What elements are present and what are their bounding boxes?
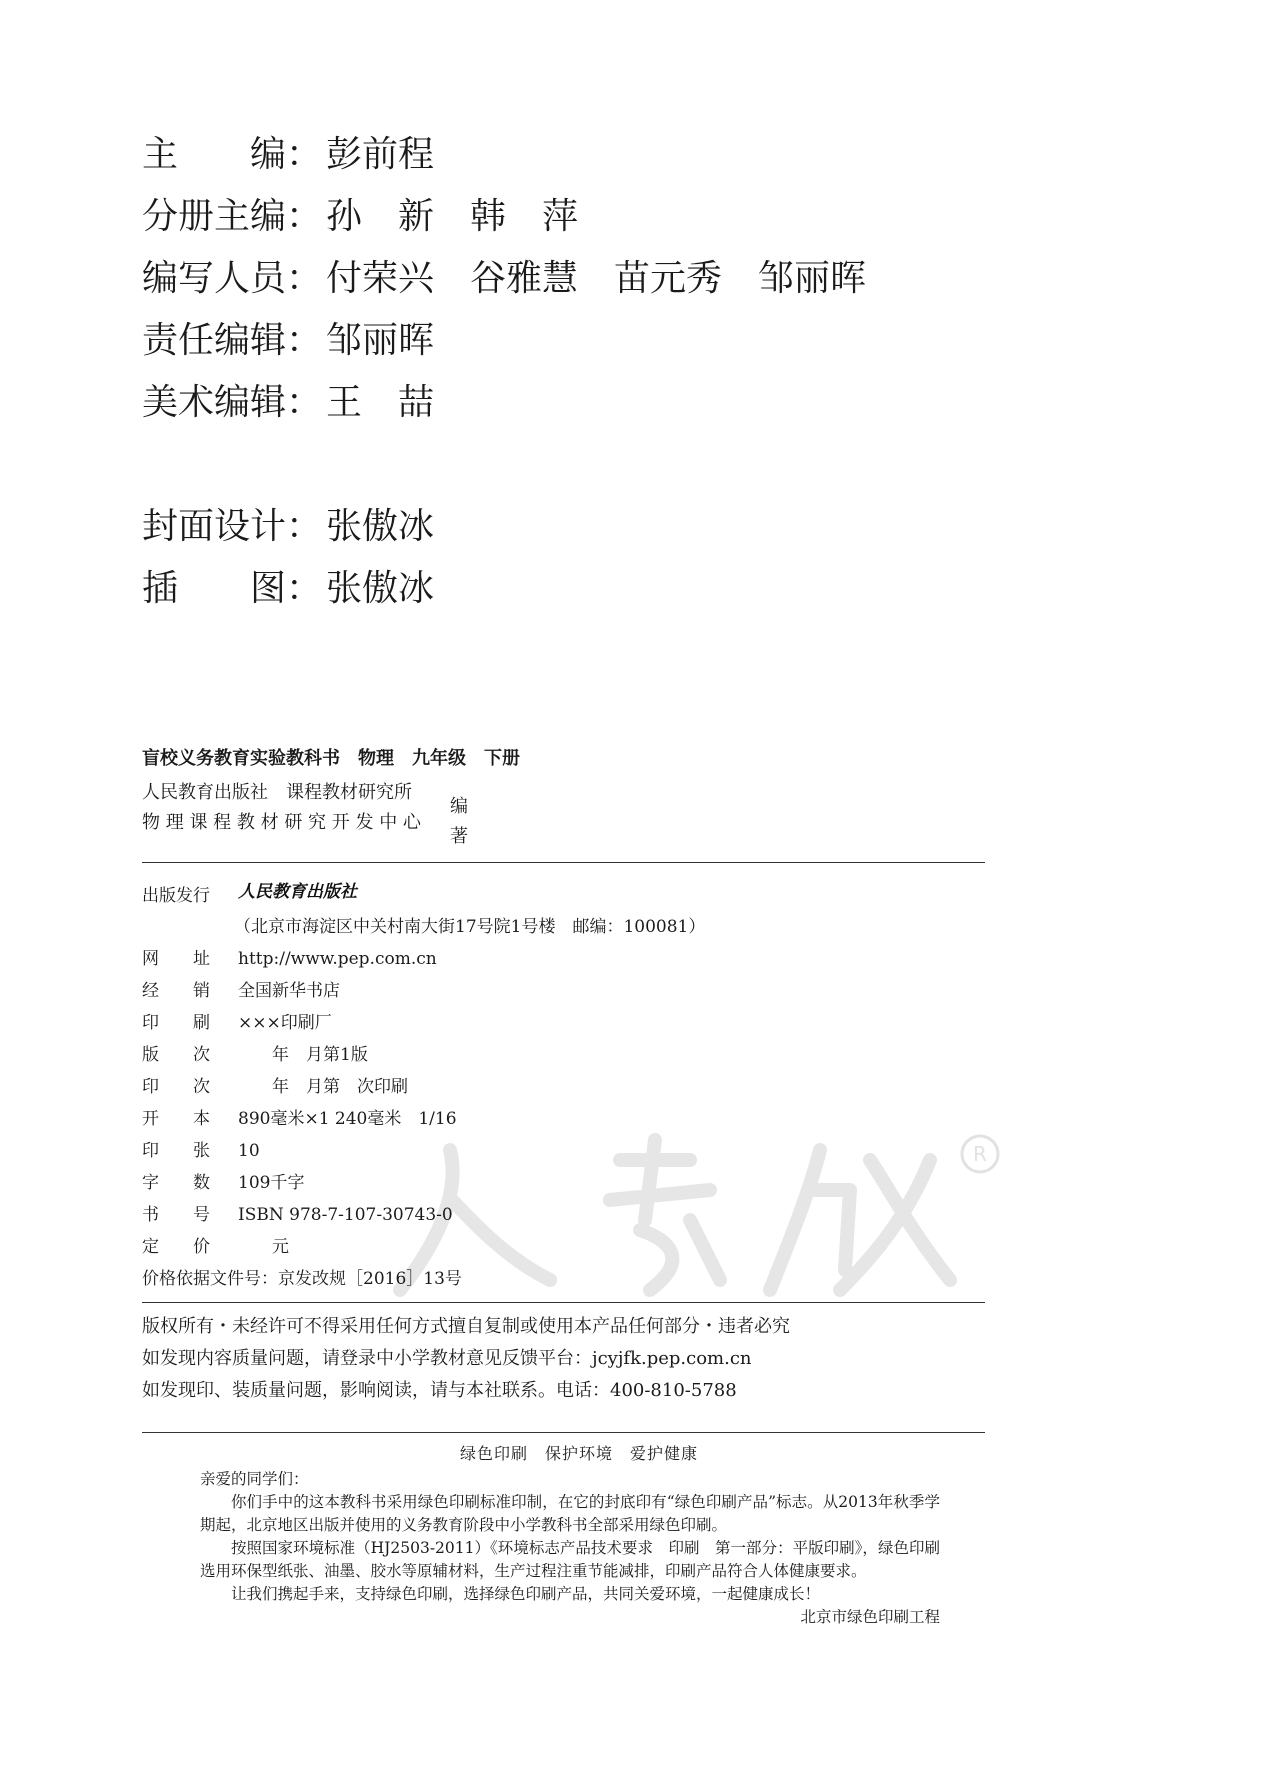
info-label: 定 价 xyxy=(142,1237,210,1257)
info-label: 印 次 xyxy=(142,1077,210,1097)
watermark-logo-icon xyxy=(390,1130,1010,1300)
credit-row-responsible-editor xyxy=(142,316,434,366)
publisher-logo-icon xyxy=(238,880,368,902)
info-row-edition xyxy=(142,1040,368,1070)
info-value: 10 xyxy=(238,1141,260,1161)
info-value: ISBN 978-7-107-30743-0 xyxy=(238,1205,453,1225)
credit-row-chief-editor xyxy=(142,130,434,180)
info-row-price-basis: 价格依据文件号：京发改规［2016］13号 xyxy=(142,1269,462,1289)
credit-row-illustration xyxy=(142,564,434,614)
info-row-website xyxy=(142,944,437,974)
credit-row-writers xyxy=(142,254,866,304)
info-row-isbn xyxy=(142,1200,453,1230)
info-label: 字 数 xyxy=(142,1173,210,1193)
green-greeting: 亲爱的同学们： xyxy=(200,1470,309,1488)
publisher-logo-text: 人民教育出版社 xyxy=(238,882,357,902)
info-row-format xyxy=(142,1104,457,1134)
credit-names: 邹丽晖 xyxy=(326,320,435,361)
credit-label: 封面设计： xyxy=(142,506,323,547)
info-row-publisher xyxy=(142,880,368,910)
info-value: 109千字 xyxy=(238,1173,305,1193)
green-printing-title: 绿色印刷 保护环境 爱护健康 xyxy=(460,1444,699,1463)
credit-label: 编写人员： xyxy=(142,258,323,299)
credit-row-volume-editor xyxy=(142,192,578,242)
credit-names: 彭前程 xyxy=(326,134,435,175)
info-row-word-count xyxy=(142,1168,304,1198)
credit-names: 张傲冰 xyxy=(326,568,435,609)
book-publishers xyxy=(142,778,421,838)
info-row-price xyxy=(142,1232,289,1262)
info-row-printing xyxy=(142,1072,408,1102)
green-paragraph: 你们手中的这本教科书采用绿色印刷标准印制，在它的封底印有“绿色印刷产品”标志。从2013年秋季学期起，北京地区出版并使用的义务教育阶段中小学教科书全部采用绿色印刷。 xyxy=(200,1493,940,1534)
credit-label: 美术编辑： xyxy=(142,382,323,423)
info-row-sheets xyxy=(142,1136,260,1166)
credit-names: 付荣兴 谷雅慧 苗元秀 邹丽晖 xyxy=(326,258,867,299)
info-value: 全国新华书店 xyxy=(238,981,340,1001)
credit-label: 插 图： xyxy=(142,568,323,609)
watermark xyxy=(390,1130,1010,1304)
credit-row-cover-design xyxy=(142,502,434,552)
publisher-line: 物 理 课 程 教 材 研 究 开 发 中 心 xyxy=(142,812,421,833)
info-label: 开 本 xyxy=(142,1109,210,1129)
info-label: 出版发行 xyxy=(142,885,210,906)
info-label: 网 址 xyxy=(142,949,210,969)
green-signature: 北京市绿色印刷工程 xyxy=(800,1608,940,1626)
credit-names: 王 喆 xyxy=(326,382,435,423)
info-row-printer xyxy=(142,1008,332,1038)
info-label: 书 号 xyxy=(142,1205,210,1225)
info-label: 印 刷 xyxy=(142,1013,210,1033)
info-row-address: （北京市海淀区中关村南大街17号院1号楼 邮编：100081） xyxy=(234,917,706,937)
info-value: 890毫米×1 240毫米 1/16 xyxy=(238,1109,457,1129)
credit-label: 责任编辑： xyxy=(142,320,323,361)
editor-role: 编著 xyxy=(450,796,468,847)
credit-label: 分册主编： xyxy=(142,196,323,237)
credit-names: 张傲冰 xyxy=(326,506,435,547)
divider xyxy=(142,1432,985,1433)
publisher-line: 人民教育出版社 课程教材研究所 xyxy=(142,782,412,803)
info-value: 元 xyxy=(238,1237,289,1257)
credit-label: 主 编： xyxy=(142,134,323,175)
svg-text:R: R xyxy=(973,1142,987,1166)
credit-row-art-editor xyxy=(142,378,434,428)
publisher-logo xyxy=(238,880,368,912)
info-label: 版 次 xyxy=(142,1045,210,1065)
info-label: 印 张 xyxy=(142,1141,210,1161)
green-paragraph: 按照国家环境标准（HJ2503-2011）《环境标志产品技术要求 印刷 第一部分：平版印刷》，绿色印刷选用环保型纸张、油墨、胶水等原辅材料，生产过程注重节能减排，印刷产品符合人体健康要求。 xyxy=(200,1539,940,1580)
divider xyxy=(142,1302,985,1303)
green-paragraph: 让我们携起手来，支持绿色印刷，选择绿色印刷产品，共同关爱环境，一起健康成长！ xyxy=(231,1585,821,1603)
info-label: 经 销 xyxy=(142,981,210,1001)
info-value: 年 月第1版 xyxy=(238,1045,368,1065)
info-value: 年 月第 次印刷 xyxy=(238,1077,408,1097)
copyright-notice: 版权所有・未经许可不得采用任何方式擅自复制或使用本产品任何部分・违者必究 xyxy=(142,1316,790,1337)
print-quality-notice: 如发现印、装质量问题，影响阅读，请与本社联系。电话：400-810-5788 xyxy=(142,1380,737,1401)
book-title: 盲校义务教育实验教科书 物理 九年级 下册 xyxy=(142,748,520,769)
content-feedback-notice: 如发现内容质量问题，请登录中小学教材意见反馈平台：jcyjfk.pep.com.cn xyxy=(142,1348,752,1369)
info-value: ×××印刷厂 xyxy=(238,1013,332,1033)
info-value: http://www.pep.com.cn xyxy=(238,949,437,969)
divider xyxy=(142,862,985,863)
info-row-distribution xyxy=(142,976,340,1006)
credit-names: 孙 新 韩 萍 xyxy=(326,196,579,237)
